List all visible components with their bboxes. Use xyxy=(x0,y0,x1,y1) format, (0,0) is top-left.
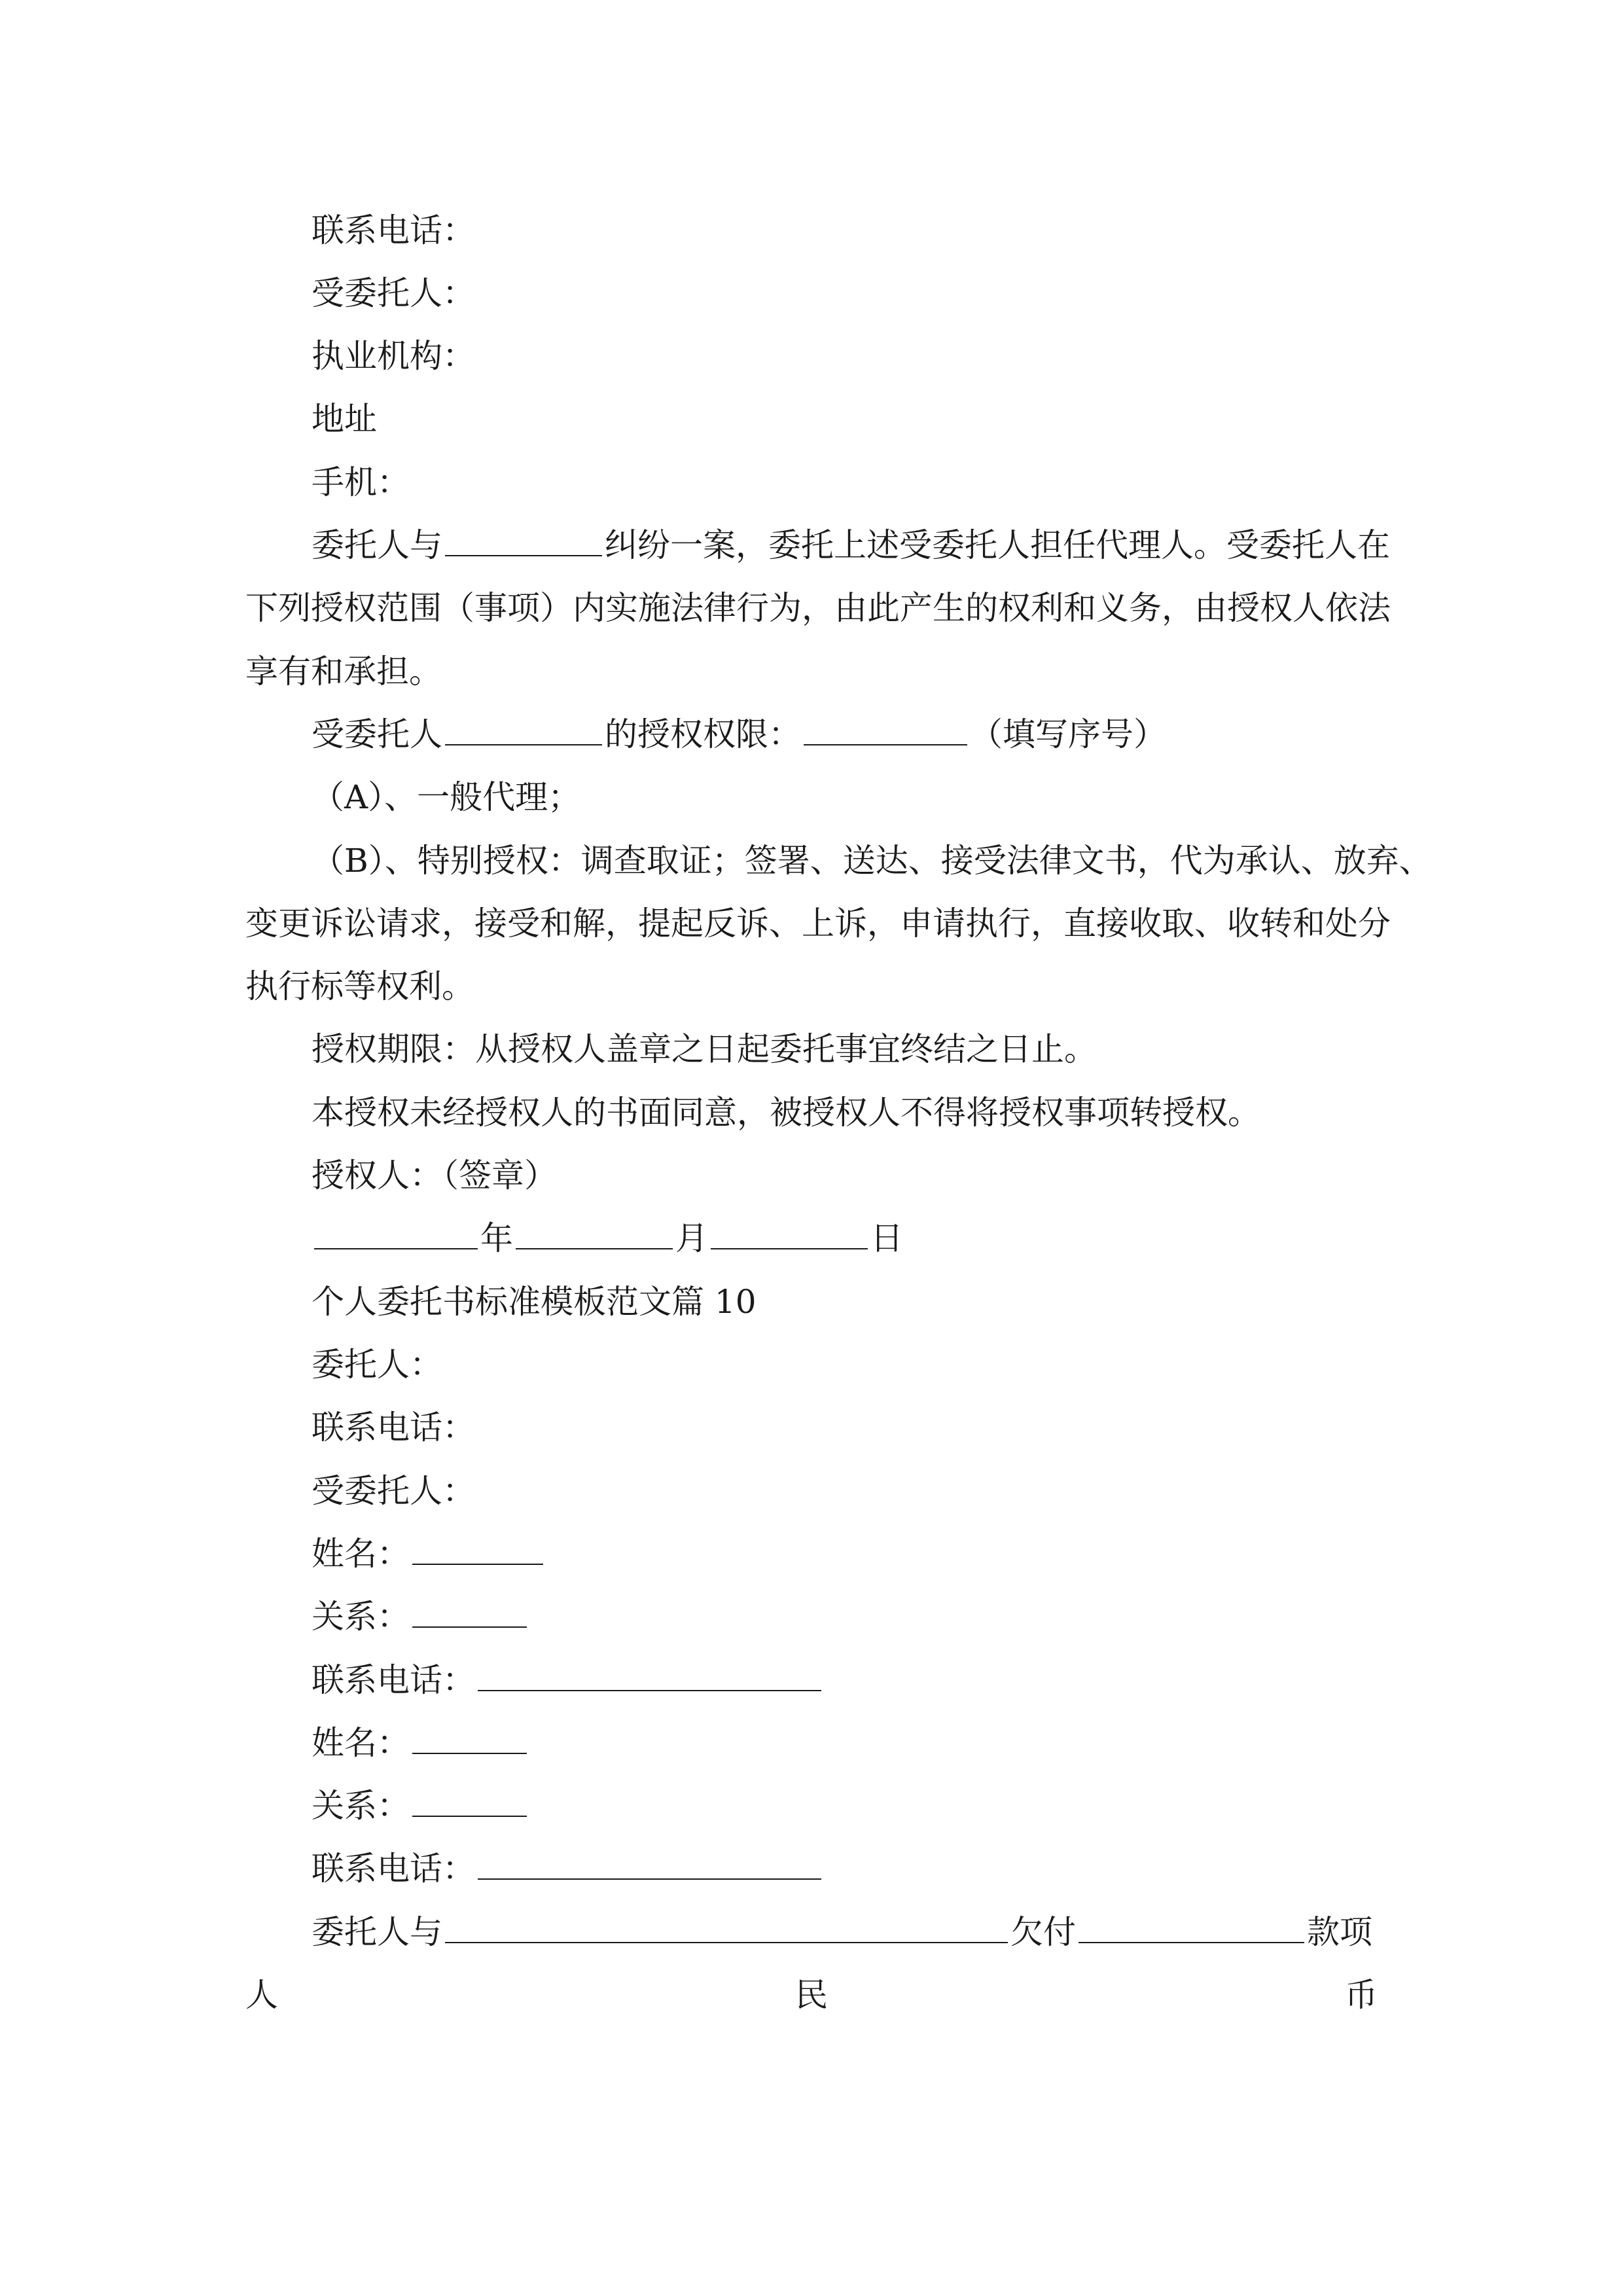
year-blank xyxy=(314,1222,478,1249)
trustee-label-1: 受委托人： xyxy=(312,274,475,312)
grantor-signature-label: 授权人：（签章） xyxy=(312,1157,557,1194)
authority-scope-line: 受委托人 的授权权限： （填写序号） xyxy=(312,715,1166,753)
name-field-1: 姓名： xyxy=(0,1534,1623,1573)
phone-blank-4 xyxy=(478,1852,821,1880)
phone-field-4: 联系电话： xyxy=(0,1849,1623,1888)
dispute-paragraph-line-1: 委托人与 纠纷一案，委托上述受委托人担任代理人。受委托人在 xyxy=(312,526,1390,564)
debt-paragraph-line-1: 委托人与 欠付 款项 xyxy=(312,1913,1372,1951)
currency-line: 人 民 币 xyxy=(245,1976,1378,2014)
option-b-line-2: 变更诉讼请求，接受和解，提起反诉、上诉，申请执行，直接收取、收转和处分 xyxy=(245,905,1391,942)
phone-blank-3 xyxy=(478,1664,821,1691)
dispute-paragraph-line-2: 下列授权范围（事项）内实施法律行为，由此产生的权利和义务，由授权人依法 xyxy=(245,589,1391,627)
principal-label: 委托人： xyxy=(312,1346,442,1384)
name-field-2: 姓名： xyxy=(0,1723,1623,1763)
transfer-restriction: 本授权未经授权人的书面同意，被授权人不得将授权事项转授权。 xyxy=(312,1094,1260,1132)
name-blank-1 xyxy=(412,1537,543,1565)
name-blank-2 xyxy=(412,1727,527,1754)
relation-blank-2 xyxy=(412,1789,527,1817)
day-blank xyxy=(711,1222,868,1249)
relation-blank-1 xyxy=(412,1600,527,1628)
option-a: （A）、一般代理； xyxy=(312,778,581,816)
date-line: 年 月 日 xyxy=(0,1219,1623,1258)
section-title: 个人委托书标准模板范文篇 10 xyxy=(312,1283,757,1321)
mobile-label: 手机： xyxy=(312,463,410,501)
month-blank xyxy=(516,1222,673,1249)
relation-field-2: 关系： xyxy=(0,1786,1623,1825)
debtor-blank xyxy=(445,1916,1008,1943)
phone-label-1: 联系电话： xyxy=(312,211,475,249)
institution-label: 执业机构： xyxy=(312,337,475,375)
address-label: 地址 xyxy=(312,400,377,438)
authorization-period: 授权期限：从授权人盖章之日起委托事宜终结之日止。 xyxy=(312,1030,1097,1068)
trustee-label-2: 受委托人： xyxy=(312,1472,475,1510)
phone-field-3: 联系电话： xyxy=(0,1660,1623,1700)
option-b-line-1: （B）、特别授权：调查取证；签署、送达、接受法律文书，代为承认、放弃、 xyxy=(312,842,1432,880)
authority-number-blank xyxy=(804,718,967,745)
dispute-paragraph-line-3: 享有和承担。 xyxy=(245,653,442,691)
dispute-party-blank xyxy=(445,529,602,556)
phone-label-2: 联系电话： xyxy=(312,1408,475,1446)
relation-field-1: 关系： xyxy=(0,1597,1623,1636)
option-b-line-3: 执行标等权利。 xyxy=(245,967,474,1005)
amount-blank xyxy=(1079,1916,1304,1943)
trustee-name-blank xyxy=(445,718,602,745)
